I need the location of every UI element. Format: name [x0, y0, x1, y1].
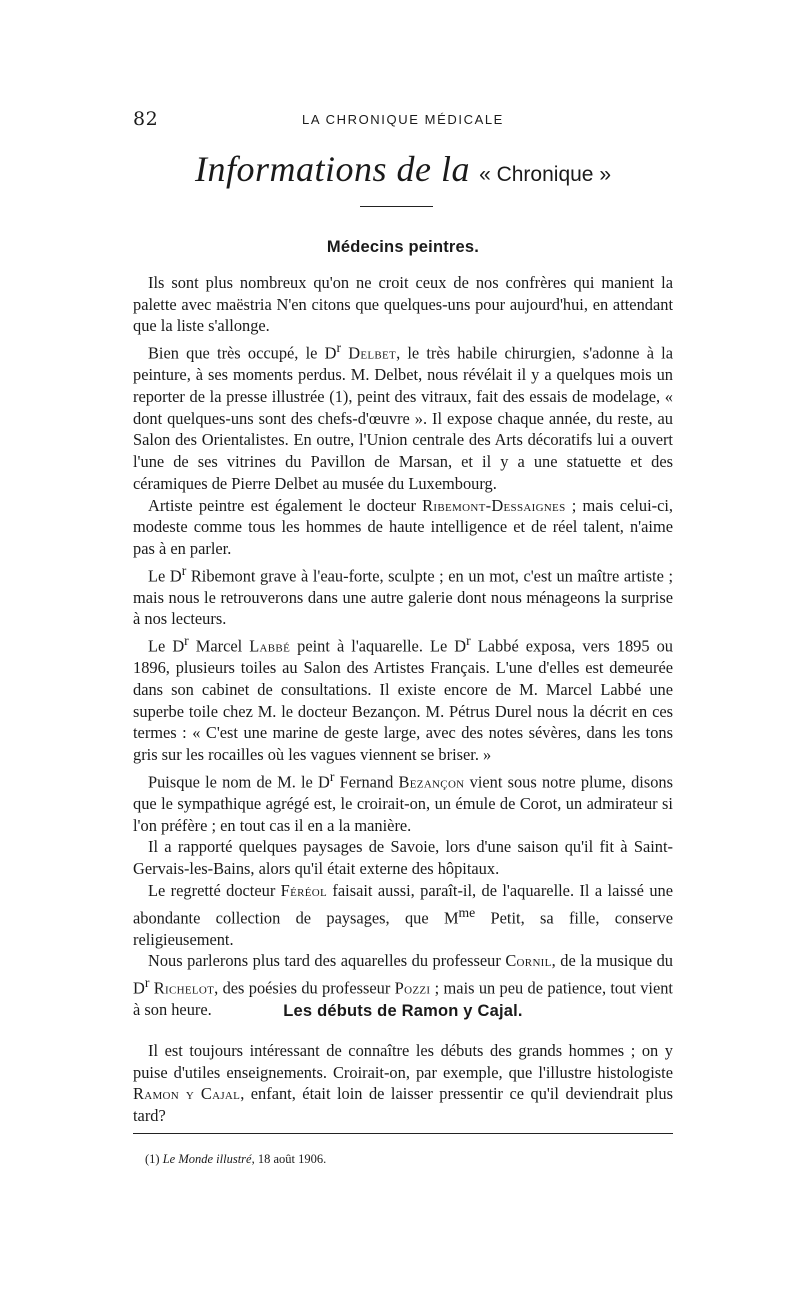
- paragraph: Le $D^r$ Ribemont grave à l'eau-forte, sculpte ; en un mot, c'est un maître artiste ; mais nous le retrouverons dans une autre galerie dont nous ménageons la surprise à nos lecteurs.: [133, 562, 673, 629]
- paragraph: Ils sont plus nombreux qu'on ne croit ceux de nos confrères qui manient la palette avec maëstria N'en citons que quelques-uns pour aujourd'hui, en attendant que la liste s'allonge.: [133, 273, 673, 336]
- paragraph: Artiste peintre est également le docteur Ribemont-Dessaignes ; mais celui-ci, modeste comme tous les hommes de haute intelligence et de réel talent, n'aime pas à en parler.: [133, 495, 674, 558]
- article-body-medecins-peintres: [133, 272, 673, 1021]
- section-title: [133, 148, 673, 190]
- footnote-rule: [133, 1133, 673, 1134]
- journal-title: LA CHRONIQUE MÉDICALE: [302, 112, 504, 127]
- article-body-ramon-y-cajal: [133, 1040, 673, 1127]
- article-heading-ramon-y-cajal: Les débuts de Ramon y Cajal.: [283, 1002, 523, 1020]
- title-divider: [360, 206, 433, 207]
- paragraph: Le $D^r$ Marcel Labbé peint à l'aquarelle. Le $D^r$ Labbé exposa, vers 1895 ou 1896, plusieurs toiles au Salon des Artistes Français. L'une d'elles est demeurée dans son cabinet de consultations. Il existe encore de M. Marcel Labbé une superbe toile chez M. le docteur Bezançon. M. Pétrus Durel nous la décrit en ces termes : « C'est une marine de geste large, avec des notes sévères, dans les tons gris sur les rocailles où les vagues viennent se briser. »: [133, 633, 673, 765]
- paragraph: Puisque le nom de M. le $D^r$ Fernand Bezançon vient sous notre plume, disons que le sympathique agrégé est, le croirait-on, un émule de Corot, un admirateur si l'on préfère ; en tout cas il en a la manière.: [133, 768, 673, 835]
- footnote: [145, 1152, 645, 1167]
- paragraph: Il a rapporté quelques paysages de Savoie, lors d'une saison qu'il fit à Saint-Gervais-les-Bains, alors qu'il était externe des hôpitaux.: [133, 837, 673, 879]
- footnote-marker: (1): [145, 1152, 160, 1166]
- page-number: 82: [133, 108, 159, 130]
- footnote-source: Le Monde illustré: [162, 1152, 252, 1166]
- section-title-script: Informations de la: [194, 149, 470, 189]
- paragraph: Le regretté docteur Féréol faisait aussi, paraît-il, de l'aquarelle. Il a laissé une abondante collection de paysages, que $M^{me}$ Petit, sa fille, conserve religieusement.: [133, 880, 673, 949]
- paragraph: Nous parlerons plus tard des aquarelles du professeur Cornil, de la musique du $D^r$ Richelot, des poésies du professeur Pozzi ; mais un peu de patience, tout vient à son heure.: [133, 951, 673, 1020]
- footnote-date: , 18 août 1906.: [251, 1152, 327, 1166]
- article-heading-medecins-peintres: Médecins peintres.: [326, 238, 480, 256]
- paragraph: Il est toujours intéressant de connaître les débuts des grands hommes ; on y puise d'utiles enseignements. Croirait-on, par exemple, que l'illustre histologiste Ramon y Cajal, enfant, était loin de laisser pressentir ce qu'il deviendrait plus tard?: [133, 1041, 674, 1126]
- paragraph: Bien que très occupé, le $D^r$ Delbet, le très habile chirurgien, s'adonne à la peinture, à ses moments perdus. M. Delbet, nous révélait il y a quelques mois un reporter de la presse illustrée (1), peint des vitraux, fait des essais de modelage, « dont quelques-uns sont des chefs-d'œuvre ». Il expose chaque année, du reste, au Salon des Orientalistes. En outre, l'Union centrale des Arts décoratifs lui a ouvert l'une de ses vitrines du Pavillon de Marsan, et il y a une statuette et des céramiques de Pierre Delbet au musée du Luxembourg.: [133, 340, 673, 493]
- running-head: [133, 108, 673, 130]
- section-title-roman: « Chronique »: [479, 163, 612, 186]
